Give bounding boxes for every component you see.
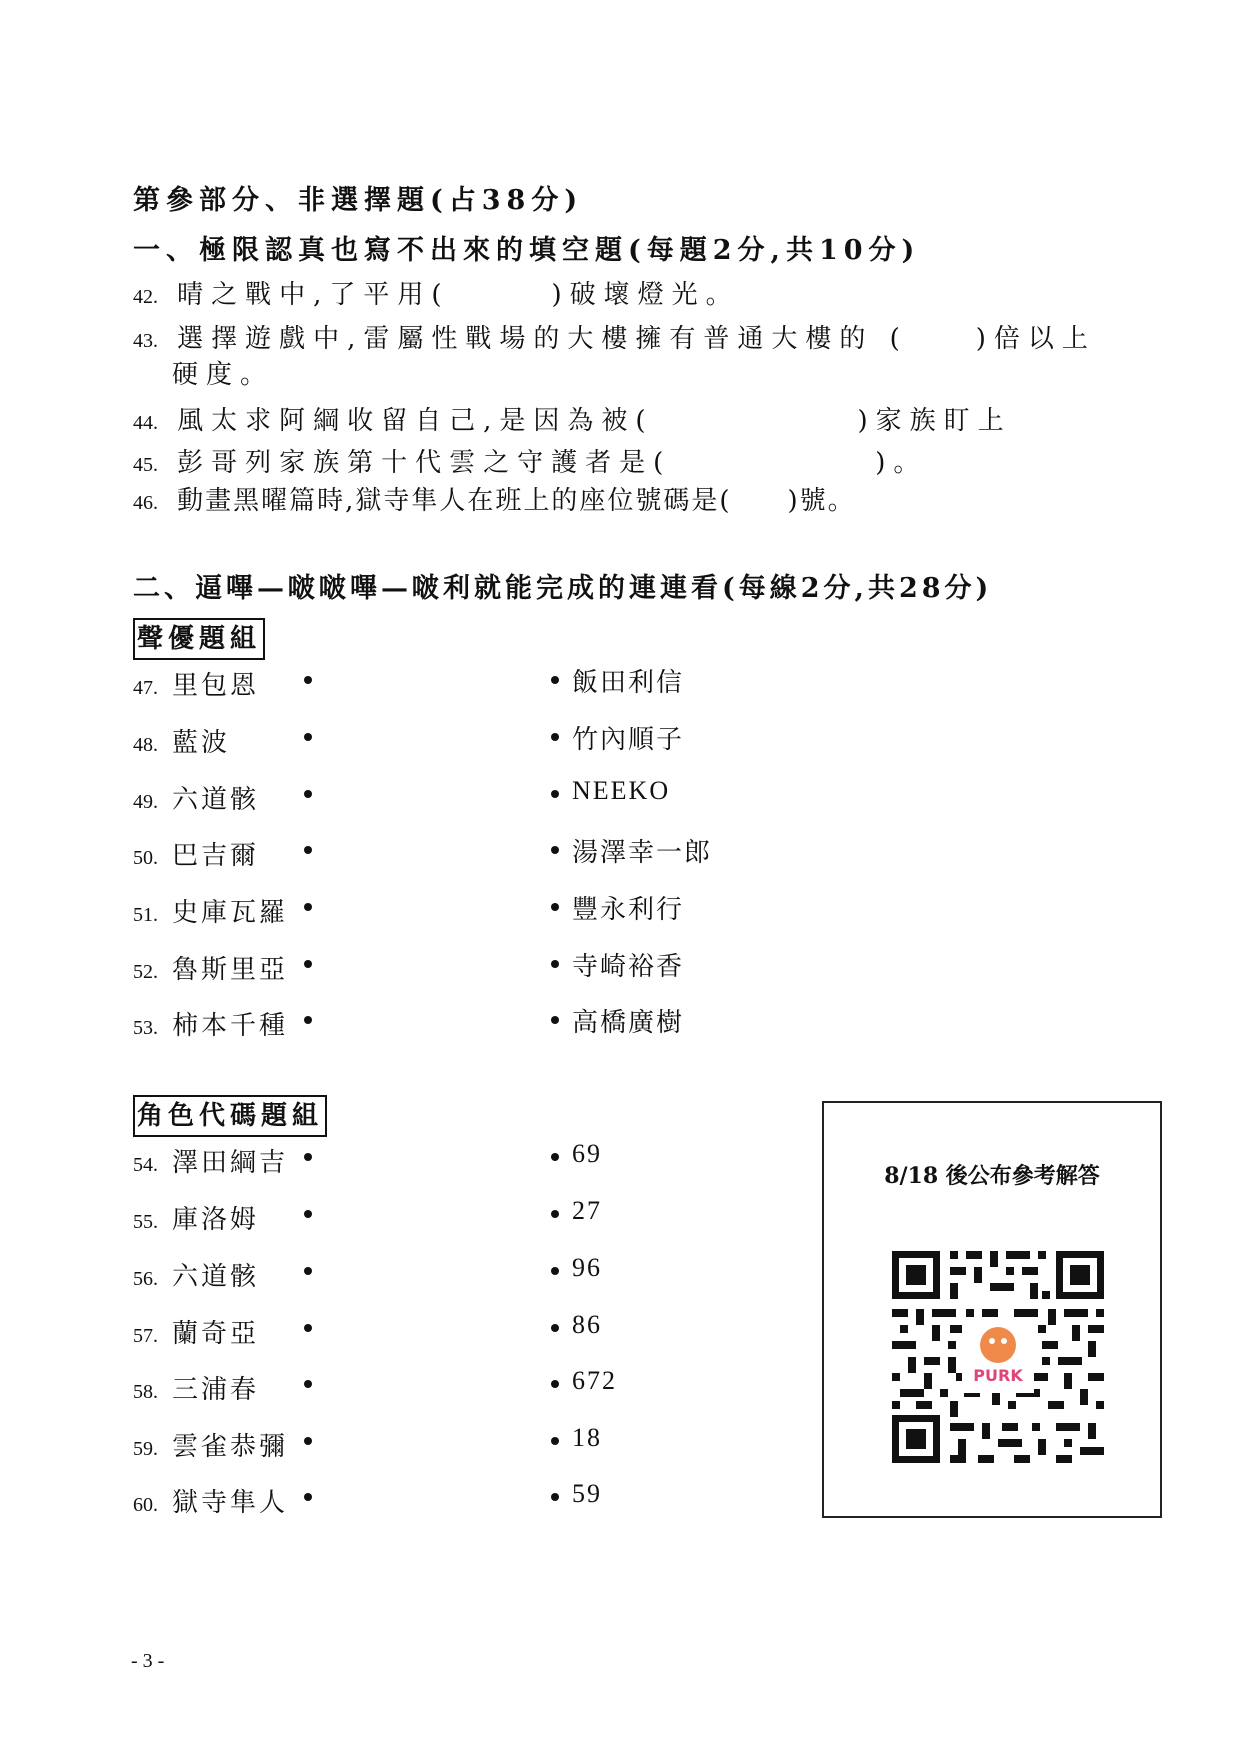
item-text: 藍波: [172, 728, 231, 758]
question-text: 選擇遊戲中,雷屬性戰場的大樓擁有普通大樓的 ( )倍以上: [177, 324, 1096, 354]
right-connector-dot[interactable]: [551, 1380, 559, 1388]
item-text: 三浦春: [172, 1375, 260, 1405]
left-item: [133, 1369, 259, 1406]
right-connector-dot[interactable]: [551, 846, 559, 854]
item-number: 59.: [133, 1438, 158, 1460]
item-number: 58.: [133, 1381, 158, 1403]
left-item: [133, 949, 288, 986]
question-number: 43.: [133, 330, 158, 352]
question-text: 晴之戰中,了平用( )破壞燈光。: [177, 280, 740, 310]
item-number: 50.: [133, 847, 158, 869]
left-connector-dot[interactable]: [304, 676, 312, 684]
right-connector-dot[interactable]: [551, 1267, 559, 1275]
question-46: [133, 480, 856, 517]
left-connector-dot[interactable]: [304, 903, 312, 911]
left-connector-dot[interactable]: [304, 1210, 312, 1218]
item-number: 51.: [133, 904, 158, 926]
item-number: 55.: [133, 1211, 158, 1233]
right-connector-dot[interactable]: [551, 1016, 559, 1024]
right-connector-dot[interactable]: [551, 1210, 559, 1218]
right-item: 86: [572, 1310, 602, 1339]
item-text: 里包恩: [172, 671, 260, 701]
right-item: 豐永利行: [572, 895, 685, 924]
item-number: 57.: [133, 1325, 158, 1347]
left-item: [133, 1256, 259, 1293]
right-connector-dot[interactable]: [551, 960, 559, 968]
item-text: 六道骸: [172, 785, 260, 815]
right-item: 飯田利信: [572, 668, 685, 697]
right-item: 672: [572, 1366, 617, 1395]
right-connector-dot[interactable]: [551, 790, 559, 798]
qr-code-box: [822, 1101, 1162, 1518]
left-connector-dot[interactable]: [304, 960, 312, 968]
left-item: [133, 835, 259, 872]
item-text: 澤田綱吉: [172, 1148, 289, 1178]
section1-title: 一、極限認真也寫不出來的填空題(每題2分,共10分): [133, 235, 921, 266]
question-number: 45.: [133, 454, 158, 476]
right-item: 高橋廣樹: [572, 1008, 685, 1037]
group-label-voice-actors: 聲優題組: [133, 618, 265, 660]
item-number: 53.: [133, 1017, 158, 1039]
right-item: 湯澤幸一郎: [572, 838, 713, 867]
item-text: 庫洛姆: [172, 1205, 260, 1235]
question-44: [133, 400, 1012, 437]
group-label-character-codes: 角色代碼題組: [133, 1095, 327, 1137]
left-item: [133, 1142, 288, 1179]
right-connector-dot[interactable]: [551, 1153, 559, 1161]
left-connector-dot[interactable]: [304, 1437, 312, 1445]
item-text: 蘭奇亞: [172, 1319, 260, 1349]
left-item: [133, 1005, 288, 1042]
qr-caption: 8/18 後公布參考解答: [884, 1163, 1100, 1189]
left-item: [133, 779, 259, 816]
left-item: [133, 722, 230, 759]
right-item: NEEKO: [572, 776, 671, 805]
question-number: 46.: [133, 492, 158, 514]
left-item: [133, 1313, 259, 1350]
item-number: 56.: [133, 1268, 158, 1290]
right-connector-dot[interactable]: [551, 733, 559, 741]
left-connector-dot[interactable]: [304, 1493, 312, 1501]
item-number: 54.: [133, 1154, 158, 1176]
item-number: 48.: [133, 734, 158, 756]
question-number: 44.: [133, 412, 158, 434]
left-item: [133, 665, 259, 702]
item-text: 六道骸: [172, 1262, 260, 1292]
item-text: 魯斯里亞: [172, 955, 289, 985]
question-text: 動畫黑曜篇時,獄寺隼人在班上的座位號碼是( )號。: [177, 486, 856, 516]
right-connector-dot[interactable]: [551, 1493, 559, 1501]
question-42: [133, 274, 740, 311]
right-connector-dot[interactable]: [551, 903, 559, 911]
left-connector-dot[interactable]: [304, 1016, 312, 1024]
right-item: 寺崎裕香: [572, 952, 685, 981]
qr-code-icon[interactable]: [892, 1251, 1104, 1463]
left-connector-dot[interactable]: [304, 1153, 312, 1161]
question-43-continuation: 硬度。: [172, 360, 275, 390]
item-number: 47.: [133, 677, 158, 699]
question-45: [133, 442, 927, 479]
part-title: 第參部分、非選擇題(占38分): [133, 185, 584, 216]
question-number: 42.: [133, 286, 158, 308]
right-item: 59: [572, 1479, 602, 1508]
left-item: [133, 892, 288, 929]
item-text: 獄寺隼人: [172, 1488, 289, 1518]
left-connector-dot[interactable]: [304, 1324, 312, 1332]
item-text: 史庫瓦羅: [172, 898, 289, 928]
left-connector-dot[interactable]: [304, 790, 312, 798]
right-connector-dot[interactable]: [551, 1324, 559, 1332]
right-item: 竹內順子: [572, 725, 685, 754]
section2-title: 二、逼嗶—啵啵嗶—啵利就能完成的連連看(每線2分,共28分): [133, 573, 993, 604]
left-item: [133, 1199, 259, 1236]
item-text: 巴吉爾: [172, 841, 260, 871]
left-connector-dot[interactable]: [304, 846, 312, 854]
item-text: 柿本千種: [172, 1011, 289, 1041]
right-item: 27: [572, 1196, 602, 1225]
page-number: - 3 -: [131, 1650, 165, 1672]
right-item: 18: [572, 1423, 602, 1452]
question-text: 彭哥列家族第十代雲之守護者是( )。: [177, 448, 928, 478]
question-43: [133, 318, 1096, 355]
question-text: 風太求阿綱收留自己,是因為被( )家族盯上: [177, 406, 1012, 436]
right-connector-dot[interactable]: [551, 676, 559, 684]
left-connector-dot[interactable]: [304, 1380, 312, 1388]
item-text: 雲雀恭彌: [172, 1432, 289, 1462]
left-item: [133, 1482, 288, 1519]
left-connector-dot[interactable]: [304, 1267, 312, 1275]
left-connector-dot[interactable]: [304, 733, 312, 741]
right-connector-dot[interactable]: [551, 1437, 559, 1445]
item-number: 52.: [133, 961, 158, 983]
qr-logo-text: PURK: [973, 1366, 1023, 1385]
right-item: 96: [572, 1253, 602, 1282]
item-number: 60.: [133, 1494, 158, 1516]
right-item: 69: [572, 1139, 602, 1168]
left-item: [133, 1426, 288, 1463]
item-number: 49.: [133, 791, 158, 813]
